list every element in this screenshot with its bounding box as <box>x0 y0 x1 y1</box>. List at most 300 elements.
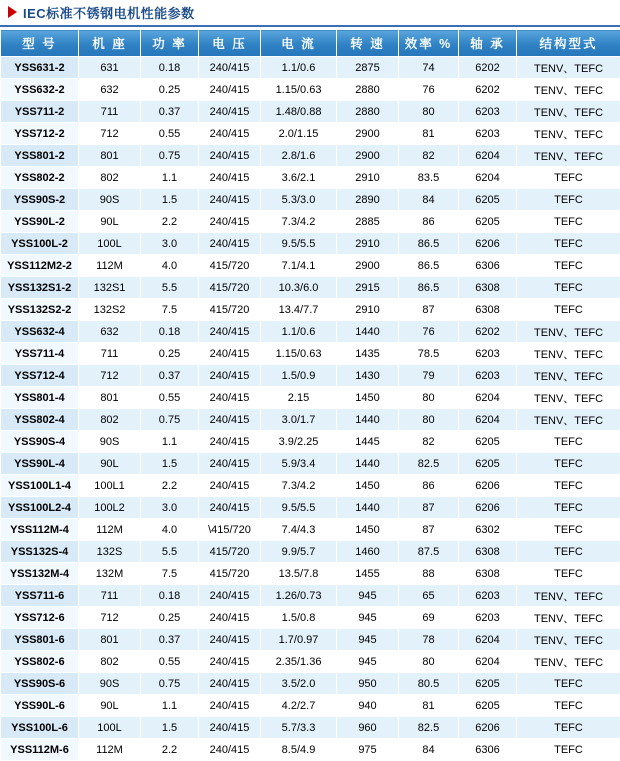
cell-structure: TEFC <box>517 211 620 233</box>
cell-speed: 945 <box>337 585 399 607</box>
cell-power: 2.2 <box>141 211 199 233</box>
cell-frame: 711 <box>79 585 141 607</box>
table-row <box>1 717 620 739</box>
cell-voltage: 240/415 <box>199 717 261 739</box>
cell-model: YSS632-2 <box>1 79 79 101</box>
cell-power: 0.25 <box>141 607 199 629</box>
cell-model: YSS631-2 <box>1 57 79 79</box>
cell-current: 2.0/1.15 <box>261 123 337 145</box>
cell-structure: TEFC <box>517 453 620 475</box>
cell-current: 7.1/4.1 <box>261 255 337 277</box>
cell-efficiency: 86 <box>399 211 459 233</box>
cell-bearing: 6306 <box>459 739 517 761</box>
motor-spec-table <box>0 29 620 761</box>
cell-power: 0.25 <box>141 343 199 365</box>
cell-bearing: 6308 <box>459 563 517 585</box>
cell-frame: 632 <box>79 321 141 343</box>
cell-current: 3.9/2.25 <box>261 431 337 453</box>
cell-voltage: 240/415 <box>199 431 261 453</box>
cell-model: YSS100L-2 <box>1 233 79 255</box>
cell-structure: TENV、TEFC <box>517 387 620 409</box>
cell-speed: 2900 <box>337 145 399 167</box>
cell-power: 0.75 <box>141 145 199 167</box>
column-header-power: 功 率 <box>141 30 199 57</box>
cell-frame: 100L <box>79 233 141 255</box>
cell-frame: 90S <box>79 673 141 695</box>
cell-speed: 1440 <box>337 409 399 431</box>
cell-efficiency: 80.5 <box>399 673 459 695</box>
cell-power: 1.5 <box>141 717 199 739</box>
cell-model: YSS100L1-4 <box>1 475 79 497</box>
cell-bearing: 6205 <box>459 211 517 233</box>
cell-power: 0.55 <box>141 123 199 145</box>
table-row <box>1 343 620 365</box>
cell-speed: 950 <box>337 673 399 695</box>
cell-speed: 1455 <box>337 563 399 585</box>
cell-efficiency: 84 <box>399 739 459 761</box>
cell-model: YSS711-6 <box>1 585 79 607</box>
cell-current: 1.7/0.97 <box>261 629 337 651</box>
column-header-frame: 机 座 <box>79 30 141 57</box>
cell-structure: TEFC <box>517 717 620 739</box>
cell-speed: 1460 <box>337 541 399 563</box>
cell-voltage: 415/720 <box>199 563 261 585</box>
column-header-efficiency: 效率 % <box>399 30 459 57</box>
cell-speed: 2915 <box>337 277 399 299</box>
cell-efficiency: 78.5 <box>399 343 459 365</box>
cell-frame: 712 <box>79 123 141 145</box>
cell-current: 9.5/5.5 <box>261 497 337 519</box>
cell-voltage: 415/720 <box>199 541 261 563</box>
cell-efficiency: 81 <box>399 123 459 145</box>
table-row <box>1 519 620 541</box>
cell-efficiency: 87 <box>399 299 459 321</box>
cell-current: 5.3/3.0 <box>261 189 337 211</box>
cell-power: 0.37 <box>141 101 199 123</box>
cell-frame: 90L <box>79 453 141 475</box>
cell-frame: 90S <box>79 189 141 211</box>
cell-power: 0.55 <box>141 387 199 409</box>
cell-structure: TEFC <box>517 519 620 541</box>
cell-frame: 112M <box>79 519 141 541</box>
cell-bearing: 6203 <box>459 101 517 123</box>
cell-frame: 100L2 <box>79 497 141 519</box>
cell-current: 3.6/2.1 <box>261 167 337 189</box>
cell-current: 5.7/3.3 <box>261 717 337 739</box>
cell-structure: TEFC <box>517 233 620 255</box>
cell-structure: TENV、TEFC <box>517 651 620 673</box>
cell-frame: 802 <box>79 167 141 189</box>
cell-power: 4.0 <box>141 519 199 541</box>
cell-power: 3.0 <box>141 233 199 255</box>
table-row <box>1 541 620 563</box>
cell-speed: 1445 <box>337 431 399 453</box>
cell-bearing: 6204 <box>459 167 517 189</box>
cell-model: YSS801-4 <box>1 387 79 409</box>
cell-efficiency: 79 <box>399 365 459 387</box>
cell-bearing: 6203 <box>459 607 517 629</box>
table-row <box>1 585 620 607</box>
cell-efficiency: 88 <box>399 563 459 585</box>
column-header-bearing: 轴 承 <box>459 30 517 57</box>
cell-current: 2.8/1.6 <box>261 145 337 167</box>
cell-structure: TENV、TEFC <box>517 145 620 167</box>
cell-structure: TENV、TEFC <box>517 343 620 365</box>
cell-model: YSS802-6 <box>1 651 79 673</box>
cell-efficiency: 80 <box>399 409 459 431</box>
column-header-structure: 结构型式 <box>517 30 620 57</box>
cell-frame: 802 <box>79 651 141 673</box>
cell-power: 1.1 <box>141 695 199 717</box>
cell-model: YSS132M-4 <box>1 563 79 585</box>
cell-speed: 2890 <box>337 189 399 211</box>
cell-speed: 960 <box>337 717 399 739</box>
cell-efficiency: 86.5 <box>399 255 459 277</box>
table-row <box>1 695 620 717</box>
cell-model: YSS711-2 <box>1 101 79 123</box>
cell-current: 3.5/2.0 <box>261 673 337 695</box>
cell-current: 9.5/5.5 <box>261 233 337 255</box>
cell-voltage: 240/415 <box>199 585 261 607</box>
cell-bearing: 6205 <box>459 431 517 453</box>
cell-structure: TEFC <box>517 167 620 189</box>
table-header-row <box>1 30 620 57</box>
cell-bearing: 6204 <box>459 409 517 431</box>
cell-voltage: 240/415 <box>199 145 261 167</box>
table-row <box>1 409 620 431</box>
cell-frame: 132M <box>79 563 141 585</box>
table-row <box>1 607 620 629</box>
cell-speed: 1440 <box>337 453 399 475</box>
cell-voltage: 240/415 <box>199 629 261 651</box>
cell-efficiency: 83.5 <box>399 167 459 189</box>
cell-voltage: 240/415 <box>199 211 261 233</box>
cell-efficiency: 82 <box>399 145 459 167</box>
table-row <box>1 475 620 497</box>
cell-current: 1.15/0.63 <box>261 79 337 101</box>
cell-power: 5.5 <box>141 277 199 299</box>
cell-frame: 631 <box>79 57 141 79</box>
cell-model: YSS112M2-2 <box>1 255 79 277</box>
cell-power: 0.18 <box>141 321 199 343</box>
cell-efficiency: 78 <box>399 629 459 651</box>
cell-voltage: 240/415 <box>199 607 261 629</box>
cell-speed: 2875 <box>337 57 399 79</box>
cell-power: 3.0 <box>141 497 199 519</box>
cell-model: YSS712-6 <box>1 607 79 629</box>
cell-bearing: 6204 <box>459 629 517 651</box>
cell-structure: TENV、TEFC <box>517 57 620 79</box>
cell-voltage: 240/415 <box>199 189 261 211</box>
cell-efficiency: 65 <box>399 585 459 607</box>
cell-model: YSS132S1-2 <box>1 277 79 299</box>
table-row <box>1 167 620 189</box>
cell-frame: 711 <box>79 343 141 365</box>
cell-power: 2.2 <box>141 739 199 761</box>
table-row <box>1 651 620 673</box>
cell-voltage: 240/415 <box>199 365 261 387</box>
cell-frame: 712 <box>79 607 141 629</box>
cell-power: 0.37 <box>141 365 199 387</box>
cell-efficiency: 86.5 <box>399 277 459 299</box>
cell-current: 7.4/4.3 <box>261 519 337 541</box>
cell-bearing: 6205 <box>459 695 517 717</box>
cell-power: 1.1 <box>141 431 199 453</box>
cell-efficiency: 87 <box>399 497 459 519</box>
cell-current: 13.5/7.8 <box>261 563 337 585</box>
cell-power: 0.18 <box>141 585 199 607</box>
cell-current: 9.9/5.7 <box>261 541 337 563</box>
cell-speed: 945 <box>337 607 399 629</box>
cell-voltage: 240/415 <box>199 167 261 189</box>
cell-current: 1.1/0.6 <box>261 57 337 79</box>
cell-voltage: 240/415 <box>199 695 261 717</box>
cell-structure: TEFC <box>517 475 620 497</box>
cell-structure: TEFC <box>517 695 620 717</box>
cell-power: 0.75 <box>141 673 199 695</box>
cell-voltage: \415/720 <box>199 519 261 541</box>
cell-model: YSS712-2 <box>1 123 79 145</box>
cell-power: 1.5 <box>141 453 199 475</box>
cell-speed: 2880 <box>337 79 399 101</box>
cell-power: 0.18 <box>141 57 199 79</box>
cell-model: YSS132S2-2 <box>1 299 79 321</box>
cell-frame: 90S <box>79 431 141 453</box>
cell-voltage: 240/415 <box>199 497 261 519</box>
cell-bearing: 6308 <box>459 541 517 563</box>
cell-model: YSS711-4 <box>1 343 79 365</box>
cell-structure: TENV、TEFC <box>517 629 620 651</box>
cell-speed: 945 <box>337 629 399 651</box>
table-body <box>1 57 620 761</box>
cell-structure: TENV、TEFC <box>517 321 620 343</box>
cell-frame: 801 <box>79 387 141 409</box>
column-header-model: 型 号 <box>1 30 79 57</box>
table-row <box>1 673 620 695</box>
cell-voltage: 240/415 <box>199 79 261 101</box>
table-row <box>1 255 620 277</box>
page-title: IEC标准不锈钢电机性能参数 <box>23 3 195 22</box>
cell-power: 0.55 <box>141 651 199 673</box>
cell-current: 1.15/0.63 <box>261 343 337 365</box>
cell-voltage: 240/415 <box>199 673 261 695</box>
cell-speed: 1450 <box>337 475 399 497</box>
cell-speed: 1435 <box>337 343 399 365</box>
cell-bearing: 6306 <box>459 255 517 277</box>
cell-speed: 2885 <box>337 211 399 233</box>
table-row <box>1 321 620 343</box>
cell-structure: TENV、TEFC <box>517 101 620 123</box>
table-row <box>1 189 620 211</box>
cell-voltage: 415/720 <box>199 299 261 321</box>
cell-model: YSS100L-6 <box>1 717 79 739</box>
cell-bearing: 6206 <box>459 233 517 255</box>
cell-efficiency: 81 <box>399 695 459 717</box>
table-row <box>1 629 620 651</box>
table-row <box>1 145 620 167</box>
triangle-bullet-icon <box>8 6 17 18</box>
cell-current: 13.4/7.7 <box>261 299 337 321</box>
cell-bearing: 6206 <box>459 717 517 739</box>
table-row <box>1 387 620 409</box>
cell-structure: TEFC <box>517 673 620 695</box>
cell-voltage: 240/415 <box>199 739 261 761</box>
cell-frame: 90L <box>79 695 141 717</box>
cell-current: 2.35/1.36 <box>261 651 337 673</box>
cell-structure: TEFC <box>517 299 620 321</box>
cell-voltage: 240/415 <box>199 321 261 343</box>
cell-voltage: 240/415 <box>199 475 261 497</box>
cell-power: 7.5 <box>141 299 199 321</box>
cell-frame: 132S <box>79 541 141 563</box>
cell-efficiency: 69 <box>399 607 459 629</box>
column-header-current: 电 流 <box>261 30 337 57</box>
cell-voltage: 240/415 <box>199 57 261 79</box>
cell-frame: 632 <box>79 79 141 101</box>
cell-current: 1.26/0.73 <box>261 585 337 607</box>
cell-efficiency: 82.5 <box>399 717 459 739</box>
cell-model: YSS100L2-4 <box>1 497 79 519</box>
cell-model: YSS90S-2 <box>1 189 79 211</box>
cell-structure: TEFC <box>517 563 620 585</box>
cell-frame: 711 <box>79 101 141 123</box>
cell-bearing: 6205 <box>459 673 517 695</box>
cell-bearing: 6302 <box>459 519 517 541</box>
cell-speed: 945 <box>337 651 399 673</box>
cell-power: 0.37 <box>141 629 199 651</box>
cell-frame: 712 <box>79 365 141 387</box>
table-row <box>1 299 620 321</box>
cell-power: 0.75 <box>141 409 199 431</box>
cell-efficiency: 87.5 <box>399 541 459 563</box>
cell-voltage: 415/720 <box>199 277 261 299</box>
cell-model: YSS132S-4 <box>1 541 79 563</box>
cell-bearing: 6203 <box>459 343 517 365</box>
cell-frame: 112M <box>79 255 141 277</box>
cell-current: 10.3/6.0 <box>261 277 337 299</box>
cell-current: 3.0/1.7 <box>261 409 337 431</box>
cell-bearing: 6206 <box>459 497 517 519</box>
cell-efficiency: 86.5 <box>399 233 459 255</box>
cell-model: YSS802-4 <box>1 409 79 431</box>
cell-efficiency: 82 <box>399 431 459 453</box>
cell-efficiency: 76 <box>399 321 459 343</box>
table-row <box>1 57 620 79</box>
cell-structure: TENV、TEFC <box>517 365 620 387</box>
cell-voltage: 240/415 <box>199 453 261 475</box>
cell-speed: 2880 <box>337 101 399 123</box>
cell-power: 7.5 <box>141 563 199 585</box>
cell-power: 0.25 <box>141 79 199 101</box>
cell-structure: TEFC <box>517 277 620 299</box>
table-row <box>1 365 620 387</box>
cell-structure: TENV、TEFC <box>517 123 620 145</box>
cell-model: YSS712-4 <box>1 365 79 387</box>
cell-bearing: 6205 <box>459 189 517 211</box>
cell-efficiency: 80 <box>399 387 459 409</box>
cell-model: YSS90L-4 <box>1 453 79 475</box>
cell-voltage: 240/415 <box>199 101 261 123</box>
cell-voltage: 415/720 <box>199 255 261 277</box>
cell-current: 8.5/4.9 <box>261 739 337 761</box>
cell-speed: 1440 <box>337 497 399 519</box>
cell-current: 4.2/2.7 <box>261 695 337 717</box>
cell-bearing: 6203 <box>459 585 517 607</box>
cell-structure: TEFC <box>517 431 620 453</box>
cell-voltage: 240/415 <box>199 233 261 255</box>
cell-frame: 90L <box>79 211 141 233</box>
table-row <box>1 431 620 453</box>
cell-current: 1.1/0.6 <box>261 321 337 343</box>
cell-current: 5.9/3.4 <box>261 453 337 475</box>
cell-structure: TENV、TEFC <box>517 607 620 629</box>
cell-model: YSS801-2 <box>1 145 79 167</box>
cell-frame: 112M <box>79 739 141 761</box>
cell-structure: TENV、TEFC <box>517 79 620 101</box>
cell-model: YSS90S-4 <box>1 431 79 453</box>
cell-bearing: 6204 <box>459 145 517 167</box>
cell-speed: 1450 <box>337 387 399 409</box>
cell-structure: TEFC <box>517 189 620 211</box>
cell-efficiency: 80 <box>399 651 459 673</box>
cell-bearing: 6202 <box>459 79 517 101</box>
cell-voltage: 240/415 <box>199 343 261 365</box>
cell-speed: 2900 <box>337 255 399 277</box>
cell-frame: 100L <box>79 717 141 739</box>
cell-power: 1.1 <box>141 167 199 189</box>
cell-bearing: 6206 <box>459 475 517 497</box>
table-header <box>1 30 620 57</box>
cell-power: 4.0 <box>141 255 199 277</box>
cell-speed: 2900 <box>337 123 399 145</box>
cell-frame: 801 <box>79 629 141 651</box>
cell-structure: TENV、TEFC <box>517 585 620 607</box>
cell-efficiency: 82.5 <box>399 453 459 475</box>
cell-efficiency: 84 <box>399 189 459 211</box>
cell-structure: TEFC <box>517 541 620 563</box>
cell-speed: 2910 <box>337 233 399 255</box>
cell-model: YSS90L-6 <box>1 695 79 717</box>
cell-voltage: 240/415 <box>199 387 261 409</box>
cell-current: 7.3/4.2 <box>261 211 337 233</box>
cell-power: 1.5 <box>141 189 199 211</box>
cell-current: 1.48/0.88 <box>261 101 337 123</box>
cell-model: YSS112M-6 <box>1 739 79 761</box>
cell-efficiency: 80 <box>399 101 459 123</box>
cell-current: 1.5/0.9 <box>261 365 337 387</box>
cell-frame: 801 <box>79 145 141 167</box>
table-row <box>1 277 620 299</box>
cell-efficiency: 74 <box>399 57 459 79</box>
cell-model: YSS802-2 <box>1 167 79 189</box>
cell-voltage: 240/415 <box>199 123 261 145</box>
cell-frame: 132S1 <box>79 277 141 299</box>
cell-model: YSS90L-2 <box>1 211 79 233</box>
cell-speed: 975 <box>337 739 399 761</box>
page-title-bar <box>0 0 620 25</box>
cell-power: 2.2 <box>141 475 199 497</box>
cell-current: 1.5/0.8 <box>261 607 337 629</box>
cell-bearing: 6308 <box>459 277 517 299</box>
cell-efficiency: 86 <box>399 475 459 497</box>
cell-bearing: 6202 <box>459 57 517 79</box>
table-row <box>1 739 620 761</box>
cell-model: YSS112M-4 <box>1 519 79 541</box>
table-row <box>1 101 620 123</box>
cell-structure: TEFC <box>517 497 620 519</box>
cell-model: YSS801-6 <box>1 629 79 651</box>
cell-bearing: 6202 <box>459 321 517 343</box>
